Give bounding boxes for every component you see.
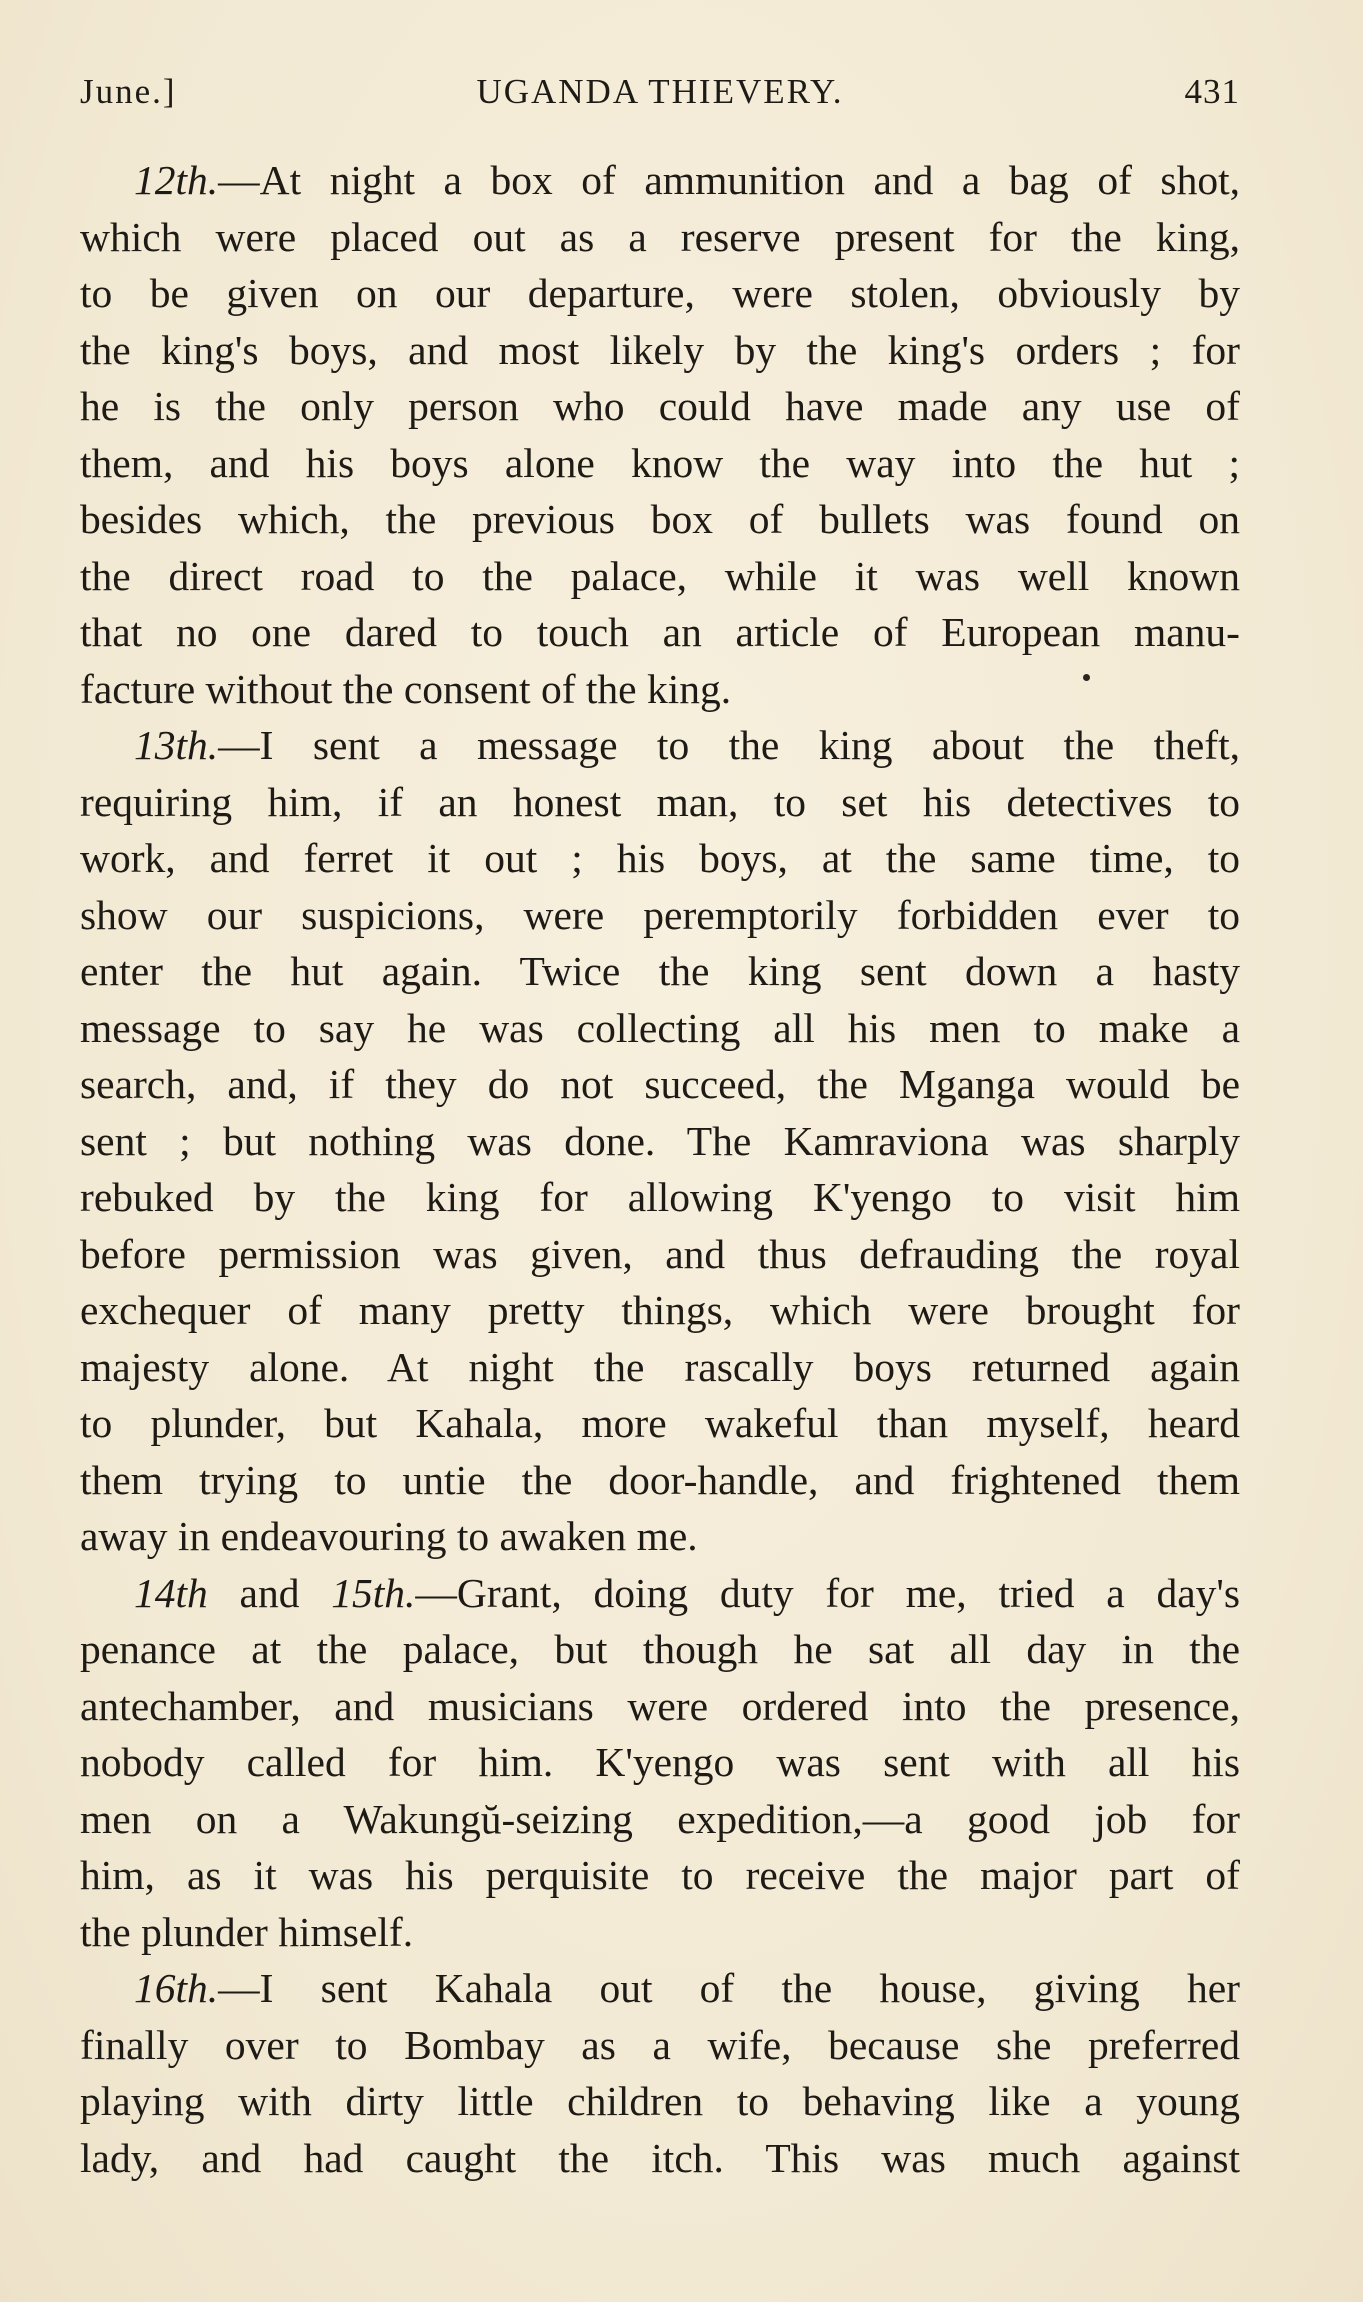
text-line: search, and, if they do not succeed, the Mganga would be — [80, 1061, 1240, 1107]
text-line: which were placed out as a reserve present for the king, — [80, 213, 1240, 260]
text-line: them, and his boys alone know the way into the hut ; — [80, 439, 1240, 486]
text-line: exchequer of many pretty things, which were brought for — [80, 1287, 1240, 1333]
text-line: 12th.—At night a box of ammunition and a bag of shot, — [134, 157, 1240, 203]
text-line: lady, and had caught the itch. This was much against — [80, 2134, 1240, 2181]
text-line: finally over to Bombay as a wife, because she preferred — [80, 2021, 1240, 2068]
entry-date: 16th. — [134, 1965, 219, 2011]
ink-speck — [1083, 674, 1090, 681]
text-line: the king's boys, and most likely by the king's orders ; for — [80, 326, 1240, 373]
text-line: the plunder himself. — [80, 1908, 414, 1955]
text-line: playing with dirty little children to behaving like a young — [80, 2078, 1240, 2124]
text-line: he is the only person who could have made any use of — [80, 383, 1240, 429]
page-number: 431 — [1184, 72, 1240, 111]
entry-date: 14th — [134, 1569, 208, 1616]
text-line: to be given on our departure, were stolen, obviously by — [80, 270, 1240, 316]
header-title: UGANDA THIEVERY. — [476, 72, 844, 111]
running-header — [80, 72, 1240, 122]
entry-14th-15th — [80, 1565, 1240, 1961]
text-line: facture without the consent of the king. — [80, 665, 732, 712]
text-line: men on a Wakungŭ-seizing expedition,—a good job for — [80, 1795, 1240, 1842]
text-line: 13th.—I sent a message to the king about the theft, — [134, 722, 1240, 768]
text-line: nobody called for him. K'yengo was sent with all his — [80, 1739, 1240, 1785]
text-line: besides which, the previous box of bullets was found on — [80, 496, 1240, 542]
text-line: before permission was given, and thus defrauding the royal — [80, 1230, 1240, 1277]
text-line: him, as it was his perquisite to receive the major part of — [80, 1852, 1240, 1898]
page-body — [80, 152, 1240, 2186]
text-line: them trying to untie the door-handle, and frightened them — [80, 1456, 1240, 1503]
text-line: work, and ferret it out ; his boys, at the same time, to — [80, 835, 1240, 881]
text-line: to plunder, but Kahala, more wakeful than myself, heard — [80, 1400, 1240, 1446]
entry-date: 15th. — [331, 1569, 416, 1616]
text-line: show our suspicions, were peremptorily forbidden ever to — [80, 891, 1240, 938]
text-line: penance at the palace, but though he sat all day in the — [80, 1626, 1240, 1672]
entry-date: 13th. — [134, 722, 219, 768]
entry-date: 12th. — [134, 157, 219, 203]
entry-12th — [80, 152, 1240, 717]
text-line: enter the hut again. Twice the king sent down a hasty — [80, 948, 1240, 994]
text-line: that no one dared to touch an article of European manu- — [80, 609, 1240, 655]
text-line: antechamber, and musicians were ordered into the presence, — [80, 1682, 1240, 1729]
text-line: 16th.—I sent Kahala out of the house, giving her — [134, 1965, 1240, 2011]
text-line: requiring him, if an honest man, to set his detectives to — [80, 778, 1240, 825]
text-line: sent ; but nothing was done. The Kamraviona was sharply — [80, 1117, 1240, 1164]
text-line: 14th and 15th.—Grant, doing duty for me, tried a day's — [134, 1569, 1241, 1616]
text-line: majesty alone. At night the rascally boys returned again — [80, 1343, 1240, 1390]
entry-16th — [80, 1960, 1240, 2186]
text-line: the direct road to the palace, while it was well known — [80, 552, 1240, 599]
text-line: rebuked by the king for allowing K'yengo to visit him — [80, 1174, 1240, 1220]
entry-13th — [80, 717, 1240, 1565]
text-line: away in endeavouring to awaken me. — [80, 1513, 698, 1559]
header-month: June.] — [80, 72, 177, 111]
text-line: message to say he was collecting all his men to make a — [80, 1004, 1240, 1051]
